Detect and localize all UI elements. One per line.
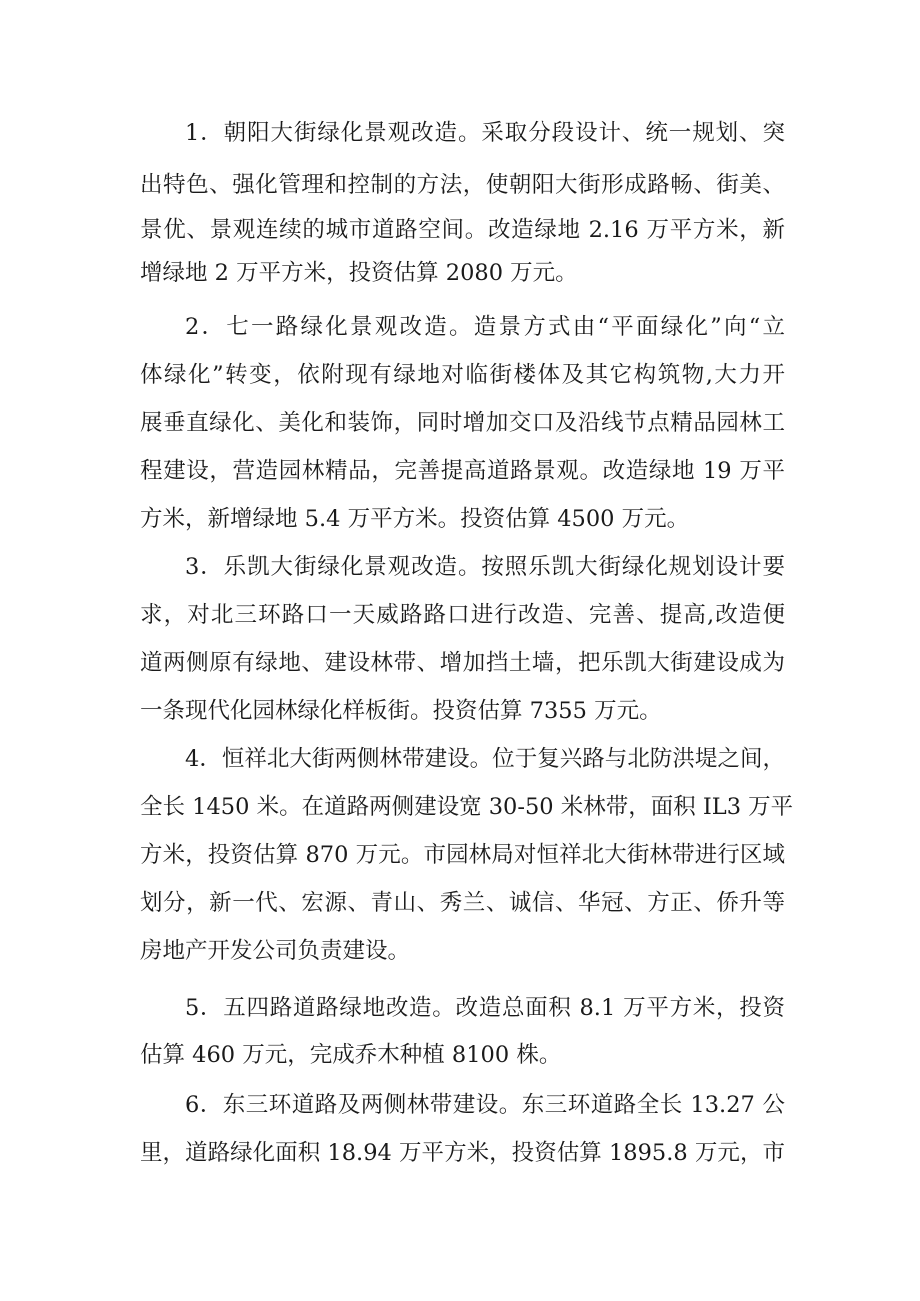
paragraph-1-line-4: 增绿地 2 万平方米，投资估算 2080 万元。 [140,260,578,286]
paragraph-3-line-4: 一条现代化园林绿化样板街。投资估算 7355 万元。 [140,698,662,724]
paragraph-5-line-1: 5．五四路道路绿地改造。改造总面积 8.1 万平方米，投资 [185,995,785,1021]
paragraph-3-line-3: 道两侧原有绿地、建设林带、增加挡土墙，把乐凯大街建设成为 [140,650,785,676]
paragraph-3-line-2: 求，对北三环路口一天威路路口进行改造、完善、提高,改造便 [140,602,785,628]
paragraph-2-line-1: 2．七一路绿化景观改造。造景方式由“平面绿化”向“立 [185,314,785,340]
paragraph-1-line-3: 景优、景观连续的城市道路空间。改造绿地 2.16 万平方米，新 [140,217,785,243]
paragraph-5-line-2: 估算 460 万元，完成乔木种植 8100 株。 [140,1042,562,1068]
paragraph-3-line-1: 3．乐凯大街绿化景观改造。按照乐凯大街绿化规划设计要 [185,554,785,580]
paragraph-4-line-5: 房地产开发公司负责建设。 [140,938,411,964]
paragraph-1-line-2: 出特色、强化管理和控制的方法，使朝阳大街形成路畅、街美、 [140,172,785,198]
paragraph-4-line-3: 方米，投资估算 870 万元。市园林局对恒祥北大街林带进行区域 [140,842,785,868]
paragraph-6-line-1: 6．东三环道路及两侧林带建设。东三环道路全长 13.27 公 [185,1092,785,1118]
paragraph-1-line-1: 1．朝阳大街绿化景观改造。采取分段设计、统一规划、突 [185,120,785,146]
paragraph-4-line-2: 全长 1450 米。在道路两侧建设宽 30-50 米林带，面积 IL3 万平 [140,794,794,820]
paragraph-2-line-3: 展垂直绿化、美化和装饰，同时增加交口及沿线节点精品园林工 [140,410,785,436]
paragraph-2-line-5: 方米，新增绿地 5.4 万平方米。投资估算 4500 万元。 [140,506,690,532]
paragraph-4-line-4: 划分，新一代、宏源、青山、秀兰、诚信、华冠、方正、侨升等 [140,890,785,916]
paragraph-4-line-1: 4．恒祥北大街两侧林带建设。位于复兴路与北防洪堤之间， [185,746,785,772]
paragraph-2-line-4: 程建设，营造园林精品，完善提高道路景观。改造绿地 19 万平 [140,458,785,484]
paragraph-6-line-2: 里，道路绿化面积 18.94 万平方米，投资估算 1895.8 万元，市 [140,1140,785,1166]
paragraph-2-line-2: 体绿化”转变，依附现有绿地对临街楼体及其它构筑物,大力开 [140,362,785,388]
